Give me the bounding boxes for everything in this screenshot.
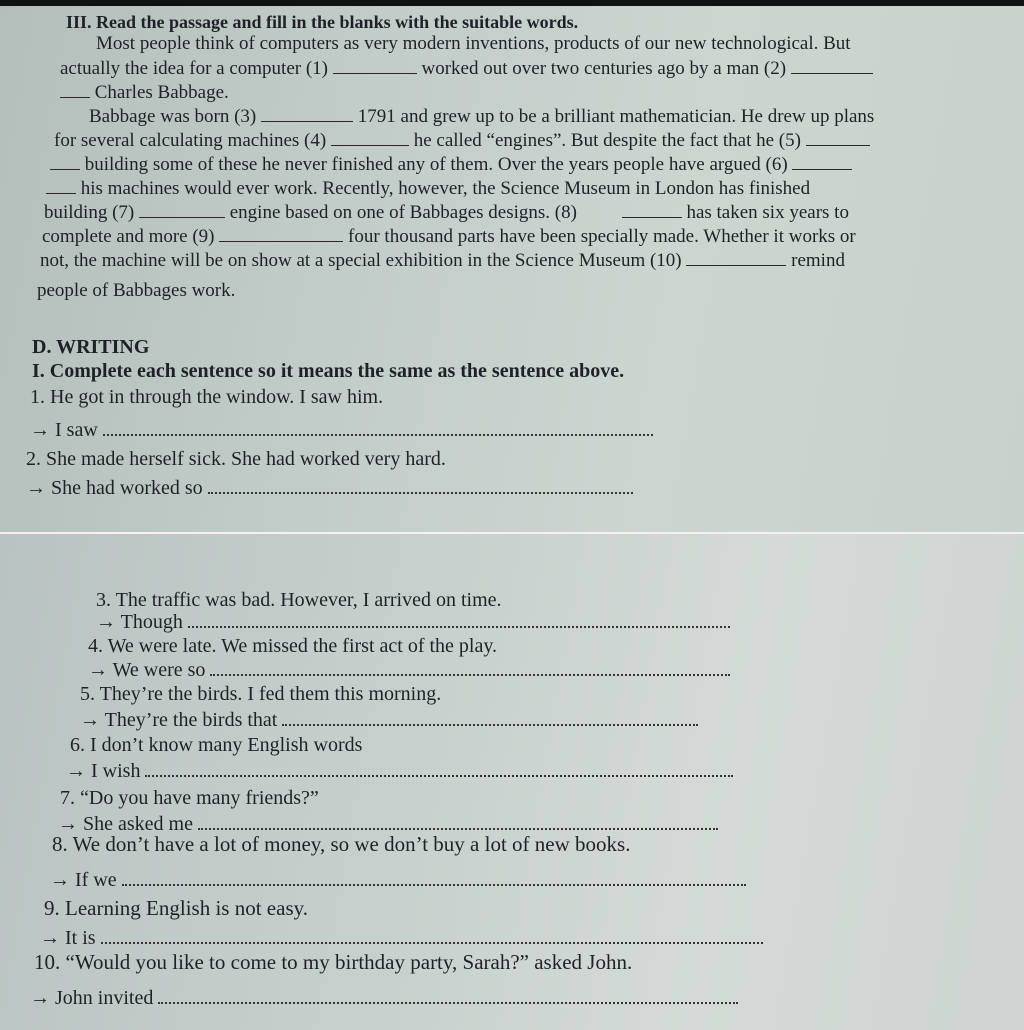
passage-line-5: for several calculating machines (4) he called “engines”. But despite the fact that he (5) <box>54 129 870 152</box>
question-9: 9. Learning English is not easy. <box>44 896 309 920</box>
passage-line-4: Babbage was born (3) 1791 and grew up to be a brilliant mathematician. He drew up plans <box>89 106 875 127</box>
question-4: 4. We were late. We missed the first act of the play. <box>88 635 498 657</box>
passage-line-9: complete and more (9) four thousand parts have been specially made. Whether it works or <box>42 226 856 247</box>
answer-1: → I saw <box>30 419 653 441</box>
passage-line-7: his machines would ever work. Recently, however, the Science Museum in London has finished <box>46 177 810 200</box>
question-10: 10. “Would you like to come to my birthday party, Sarah?” asked John. <box>34 950 633 974</box>
answer-8: → If we <box>50 868 746 892</box>
answer-4: → We were so <box>88 658 730 682</box>
question-6: 6. I don’t know many English words <box>70 734 363 756</box>
answer-3: → Though <box>96 610 730 634</box>
answer-6-line[interactable] <box>145 760 733 777</box>
blank-6-cont[interactable] <box>46 177 76 194</box>
answer-8-line[interactable] <box>122 869 746 886</box>
blank-8[interactable] <box>622 201 682 218</box>
answer-10: → John invited <box>30 986 738 1010</box>
blank-2-cont[interactable] <box>60 81 90 98</box>
passage-line-2: actually the idea for a computer (1) worked out over two centuries ago by a man (2) <box>60 57 873 80</box>
answer-2-line[interactable] <box>208 477 633 494</box>
answer-7: → She asked me <box>58 812 718 836</box>
answer-3-line[interactable] <box>188 611 730 628</box>
answer-2: → She had worked so <box>26 477 633 499</box>
passage-line-11: people of Babbages work. <box>37 280 236 301</box>
blank-1[interactable] <box>333 57 417 74</box>
section-title: III. Read the passage and fill in the blanks with the suitable words. <box>66 12 579 32</box>
question-3: 3. The traffic was bad. However, I arrived on time. <box>96 589 502 611</box>
question-5: 5. They’re the birds. I fed them this morning. <box>80 683 442 705</box>
passage-line-8: building (7) engine based on one of Babbages designs. (8) has taken six years to <box>44 202 849 223</box>
question-8: 8. We don’t have a lot of money, so we don’t buy a lot of new books. <box>52 832 631 856</box>
answer-5-line[interactable] <box>282 709 698 726</box>
blank-9[interactable] <box>219 225 343 242</box>
question-1: 1. He got in through the window. I saw him. <box>30 386 384 408</box>
answer-9-line[interactable] <box>101 927 763 944</box>
answer-9: → It is <box>40 926 763 950</box>
passage-line-10: not, the machine will be on show at a special exhibition in the Science Museum (10) remind <box>40 250 845 271</box>
answer-4-line[interactable] <box>210 659 730 676</box>
blank-5[interactable] <box>806 129 870 146</box>
question-7: 7. “Do you have many friends?” <box>60 787 319 809</box>
writing-instruction: I. Complete each sentence so it means the same as the sentence above. <box>32 360 625 382</box>
blank-5-cont[interactable] <box>50 153 80 170</box>
blank-3[interactable] <box>261 105 353 122</box>
question-2: 2. She made herself sick. She had worked very hard. <box>26 448 446 470</box>
passage-line-3: Charles Babbage. <box>60 81 229 104</box>
blank-4[interactable] <box>331 129 409 146</box>
blank-2[interactable] <box>791 57 873 74</box>
answer-5: → They’re the birds that <box>80 708 698 732</box>
answer-10-line[interactable] <box>158 987 738 1004</box>
answer-6: → I wish <box>66 759 733 783</box>
blank-10[interactable] <box>686 249 786 266</box>
answer-7-line[interactable] <box>198 813 718 830</box>
answer-1-line[interactable] <box>103 419 653 436</box>
blank-6[interactable] <box>792 153 852 170</box>
bottom-photo <box>0 534 1024 1030</box>
passage-line-6: building some of these he never finished any of them. Over the years people have argued (6) <box>50 153 852 176</box>
passage-line-1: Most people think of computers as very modern inventions, products of our new technological. But <box>96 33 851 54</box>
blank-7[interactable] <box>139 201 225 218</box>
writing-heading: D. WRITING <box>32 336 150 358</box>
